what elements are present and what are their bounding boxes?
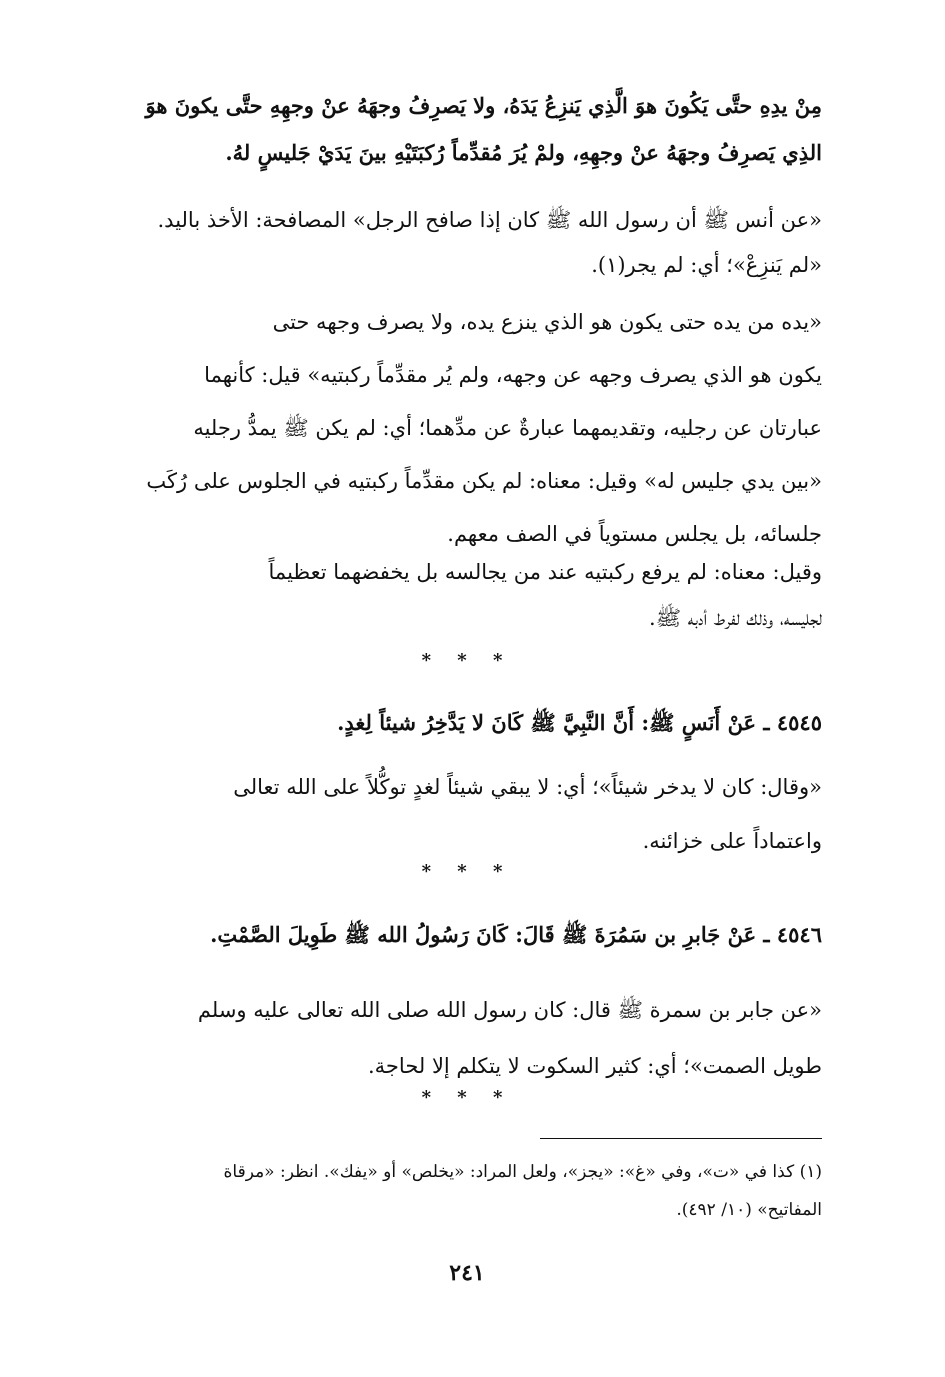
hadith-4546	[112, 912, 822, 958]
text-line: مِنْ يدِهِ حتَّى يَكُونَ هوَ الَّذِي يَنزِعُ يَدَهُ، ولا يَصرِفُ وجهَهُ عنْ وجهِهِ حتَّى يكونَ هوَ	[145, 93, 822, 118]
commentary-paragraph	[112, 549, 822, 641]
text-line: «لم يَنزِعْ»؛ أي: لم يجر(١).	[591, 253, 822, 277]
commentary-paragraph	[112, 296, 822, 561]
text-line: «عن جابر بن سمرة ﷺ قال: كان رسول الله صلى الله تعالى عليه وسلم	[197, 998, 822, 1022]
hadith-continuation	[112, 82, 822, 176]
text-line: وقيل: معناه: لم يرفع ركبتيه عند من يجالسه بل يخفضهما تعظيماً	[268, 560, 822, 584]
text-line: «عن أنس ﷺ أن رسول الله ﷺ كان إذا صافح الرجل» المصافحة: الأخذ باليد.	[157, 208, 822, 232]
text-line: يكون هو الذي يصرف وجهه عن وجهه، ولم يُر مقدِّماً ركبتيه» قيل: كأنهما	[204, 363, 822, 387]
text-line: «بين يدي جليس له» وقيل: معناه: لم يكن مقدِّماً ركبتيه في الجلوس على رُكَب	[146, 469, 822, 493]
text-line: الذِي يَصرِفُ وجهَهُ عنْ وجهِهِ، ولمْ يُرَ مُقدِّماً رُكبَتَيْهِ بينَ يَدَيْ جَليسٍ لهُ.	[225, 140, 822, 165]
footnote	[112, 1153, 822, 1229]
section-separator: * * *	[421, 861, 513, 882]
text-line: عبارتان عن رجليه، وتقديمهما عبارةٌ عن مدِّهما؛ أي: لم يكن ﷺ يمدُّ رجليه	[193, 416, 822, 440]
hadith-text: ٤٥٤٥ ـ عَنْ أَنَسٍ ﷺ: أَنَّ النَّبِيَّ ﷺ كَانَ لا يَدَّخِرُ شيئاً لِغدٍ.	[337, 710, 822, 735]
text-line: لجليسه، وذلك لفرط أدبه ﷺ.	[649, 606, 822, 630]
text-line: «يده من يده حتى يكون هو الذي ينزع يده، ولا يصرف وجهه حتى	[272, 310, 822, 334]
commentary-paragraph	[112, 760, 822, 868]
footnote-line: (١) كذا في «ت»، وفي «غ»: «يجز»، ولعل المراد: «يخلص» أو «يفك». انظر: «مرقاة	[223, 1162, 822, 1182]
text-line: واعتماداً على خزائنه.	[642, 829, 822, 853]
text-line: جلسائه، بل يجلس مستوياً في الصف معهم.	[447, 522, 822, 546]
text-line: «وقال: كان لا يدخر شيئاً»؛ أي: لا يبقي شيئاً لغدٍ توكُّلاً على الله تعالى	[233, 775, 822, 799]
commentary-paragraph	[112, 982, 822, 1094]
hadith-text: ٤٥٤٦ ـ عَنْ جَابرِ بن سَمُرَةَ ﷺ قَالَ: كَانَ رَسُولُ الله ﷺ طَوِيلَ الصَّمْتِ.	[210, 922, 822, 947]
footnote-line: المفاتيح» (١٠/ ٤٩٢).	[676, 1200, 822, 1220]
footnote-divider	[540, 1138, 822, 1139]
page-number: ٢٤١	[449, 1260, 485, 1286]
section-separator: * * *	[421, 650, 513, 671]
hadith-4545	[112, 700, 822, 746]
section-separator: * * *	[421, 1087, 513, 1108]
commentary-paragraph	[112, 198, 822, 288]
text-line: طويل الصمت»؛ أي: كثير السكوت لا يتكلم إلا لحاجة.	[368, 1054, 822, 1078]
